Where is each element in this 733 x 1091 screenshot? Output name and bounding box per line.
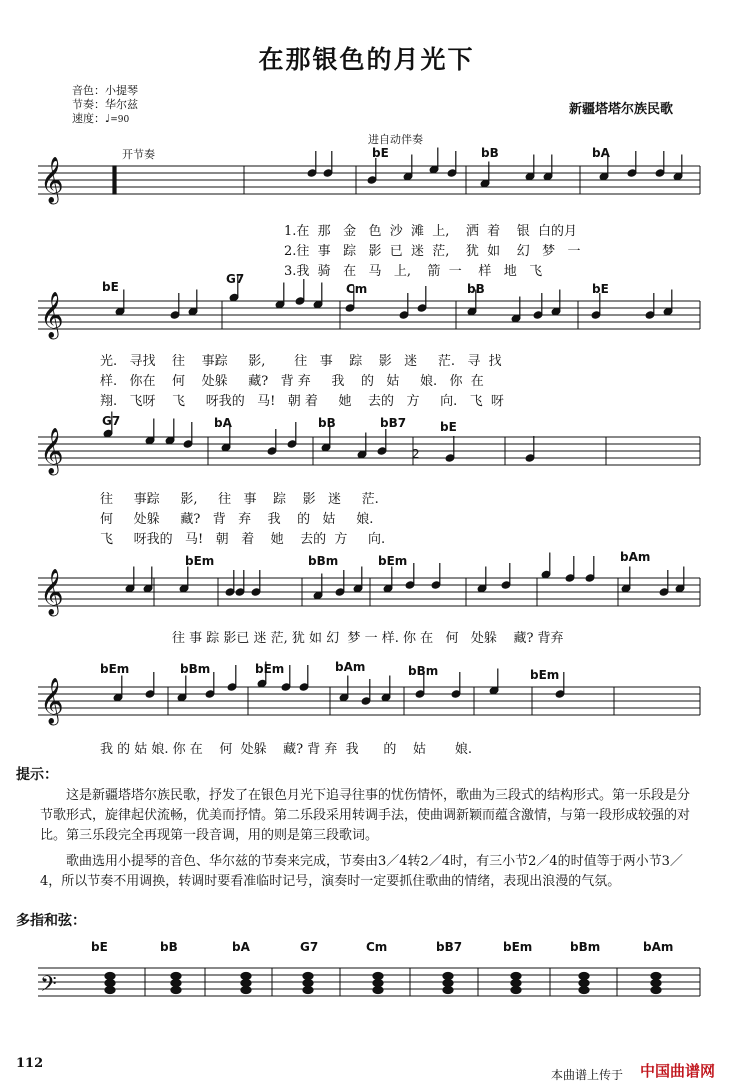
chord-label: Cm xyxy=(366,940,388,954)
tips-paragraph: 这是新疆塔塔尔族民歌，抒发了在银色月光下追寻往事的忧伤情怀，歌曲为三段式的结构形式。第一乐段是分节歌形式，旋律起伏流畅，优美而抒情。第二乐段采用转调手法，使曲调新颖而蕴含激情，与第一段形成较强的对比。第三乐段完全再现第一段音调，用的则是第三段歌词。 xyxy=(40,788,691,843)
chord-label: bBm xyxy=(408,664,439,678)
quarter-note-icon: ♩ xyxy=(105,112,111,125)
bass-clef-icon: 𝄢 xyxy=(40,972,57,1002)
chord-label: bAm xyxy=(335,660,366,674)
chord-label: bB xyxy=(481,146,499,160)
chord-note-head xyxy=(241,980,251,987)
chord-label: bBm xyxy=(180,662,211,676)
chord-label: bA xyxy=(232,940,250,954)
rhythm-label: 节奏：华尔兹 xyxy=(72,98,138,111)
treble-clef-icon: 𝄞 xyxy=(40,569,64,615)
chord-label: bE xyxy=(372,146,389,160)
chord-label: bB xyxy=(318,416,336,430)
tips-text xyxy=(40,786,700,898)
chord-note-head xyxy=(171,987,181,994)
chord-note-head xyxy=(241,973,251,980)
chord-label: bA xyxy=(592,146,610,160)
page-number: 112 xyxy=(16,1056,44,1071)
chord-note-head xyxy=(303,980,313,987)
lyric-line: 我 的 姑 娘. 你 在 何 处躲 藏? 背 弃 我 的 姑 娘. xyxy=(100,742,472,757)
chord-note-head xyxy=(579,980,589,987)
accompaniment-label: 进自动伴奏 xyxy=(368,133,423,146)
chord-note-head xyxy=(651,980,661,987)
chord-label: bB xyxy=(467,282,485,296)
chord-note-head xyxy=(105,987,115,994)
chord-label: Cm xyxy=(346,282,368,296)
chord-label: bE xyxy=(91,940,108,954)
lyric-line: 飞 呀我的 马! 朝 着 她 去的 方 向. xyxy=(100,532,386,547)
song-title: 在那银色的月光下 xyxy=(258,45,475,74)
lyric-line: 往 事踪 影, 往 事 踪 影 迷 茫. xyxy=(100,492,379,507)
timbre-label: 音色：小提琴 xyxy=(72,84,138,97)
chord-note-head xyxy=(579,987,589,994)
chord-label: bBm xyxy=(570,940,601,954)
chord-note-head xyxy=(303,973,313,980)
intro-label: 开节奏 xyxy=(122,148,155,161)
chord-note-head xyxy=(511,987,521,994)
treble-clef-icon: 𝄞 xyxy=(40,292,64,338)
multi-chord-heading: 多指和弦： xyxy=(16,913,86,929)
chord-note-head xyxy=(511,980,521,987)
chord-label: bAm xyxy=(643,940,674,954)
chord-label: bEm xyxy=(255,662,285,676)
chord-note-head xyxy=(105,980,115,987)
chord-label: G7 xyxy=(300,940,319,954)
chord-label: bEm xyxy=(503,940,533,954)
chord-label: bEm xyxy=(530,668,560,682)
chord-note-head xyxy=(443,987,453,994)
site-logo: 中国曲谱网 xyxy=(639,1062,715,1080)
chord-note-head xyxy=(373,973,383,980)
chord-label: bEm xyxy=(378,554,408,568)
chord-note-head xyxy=(373,987,383,994)
treble-clef-icon: 𝄞 xyxy=(40,428,64,474)
chord-label: bAm xyxy=(620,550,651,564)
chord-label: bBm xyxy=(308,554,339,568)
tips-paragraph: 歌曲选用小提琴的音色、华尔兹的节奏来完成，节奏由3／4转2／4时，有三小节2／4的时值等于两小节3／4，所以节奏不用调换，转调时要看准临时记号，演奏时一定要抓住歌曲的情绪，表现出浪漫的气氛。 xyxy=(40,854,683,889)
chord-label: bB7 xyxy=(380,416,407,430)
lyric-line: 翔. 飞呀 飞 呀我的 马! 朝 着 她 去的 方 向. 飞 呀 xyxy=(100,394,504,409)
lyric-line: 3.我 骑 在 马 上, 箭 一 样 地 飞 xyxy=(284,264,543,279)
chord-label: bA xyxy=(214,416,232,430)
lyric-line: 往 事 踪 影已 迷 茫, 犹 如 幻 梦 一 样. 你 在 何 处躲 藏? 背弃 xyxy=(172,631,564,646)
lyric-line: 2.往 事 踪 影 已 迷 茫, 犹 如 幻 梦 一 xyxy=(284,244,581,259)
chord-note-head xyxy=(373,980,383,987)
repeat-bar xyxy=(113,166,116,194)
chord-note-head xyxy=(443,973,453,980)
chord-note-head xyxy=(303,987,313,994)
chord-label: bE xyxy=(102,280,119,294)
treble-clef-icon: 𝄞 xyxy=(40,678,64,724)
chord-note-head xyxy=(651,973,661,980)
chord-note-head xyxy=(171,973,181,980)
chord-label: bE xyxy=(440,420,457,434)
chord-note-head xyxy=(579,973,589,980)
chord-note-head xyxy=(171,980,181,987)
chord-label: bEm xyxy=(100,662,130,676)
chord-note-head xyxy=(443,980,453,987)
chord-note-head xyxy=(511,973,521,980)
chord-note-head xyxy=(651,987,661,994)
lyric-line: 1.在 那 金 色 沙 滩 上, 洒 着 银 白的月 xyxy=(284,224,577,239)
lyric-line: 光. 寻找 往 事踪 影, 往 事 踪 影 迷 茫. 寻 找 xyxy=(100,354,502,369)
chord-label: bB7 xyxy=(436,940,463,954)
chord-label: bB xyxy=(160,940,178,954)
treble-clef-icon: 𝄞 xyxy=(40,157,64,203)
chord-label: G7 xyxy=(102,414,121,428)
tempo-value: =90 xyxy=(110,115,130,125)
time-signature: 2 xyxy=(412,447,420,461)
chord-note-head xyxy=(241,987,251,994)
lyric-line: 何 处躲 藏? 背 弃 我 的 姑 娘. xyxy=(100,512,374,527)
chord-note-head xyxy=(105,973,115,980)
upload-note: 本曲谱上传于 xyxy=(550,1068,623,1082)
lyric-line: 样. 你在 何 处躲 藏? 背 弃 我 的 姑 娘. 你 在 xyxy=(100,374,484,389)
chord-label: bEm xyxy=(185,554,215,568)
chord-label: G7 xyxy=(226,272,245,286)
chord-label: bE xyxy=(592,282,609,296)
tempo-label: 速度： xyxy=(72,112,105,125)
song-origin: 新疆塔塔尔族民歌 xyxy=(568,102,673,117)
tips-heading: 提示： xyxy=(16,767,58,783)
